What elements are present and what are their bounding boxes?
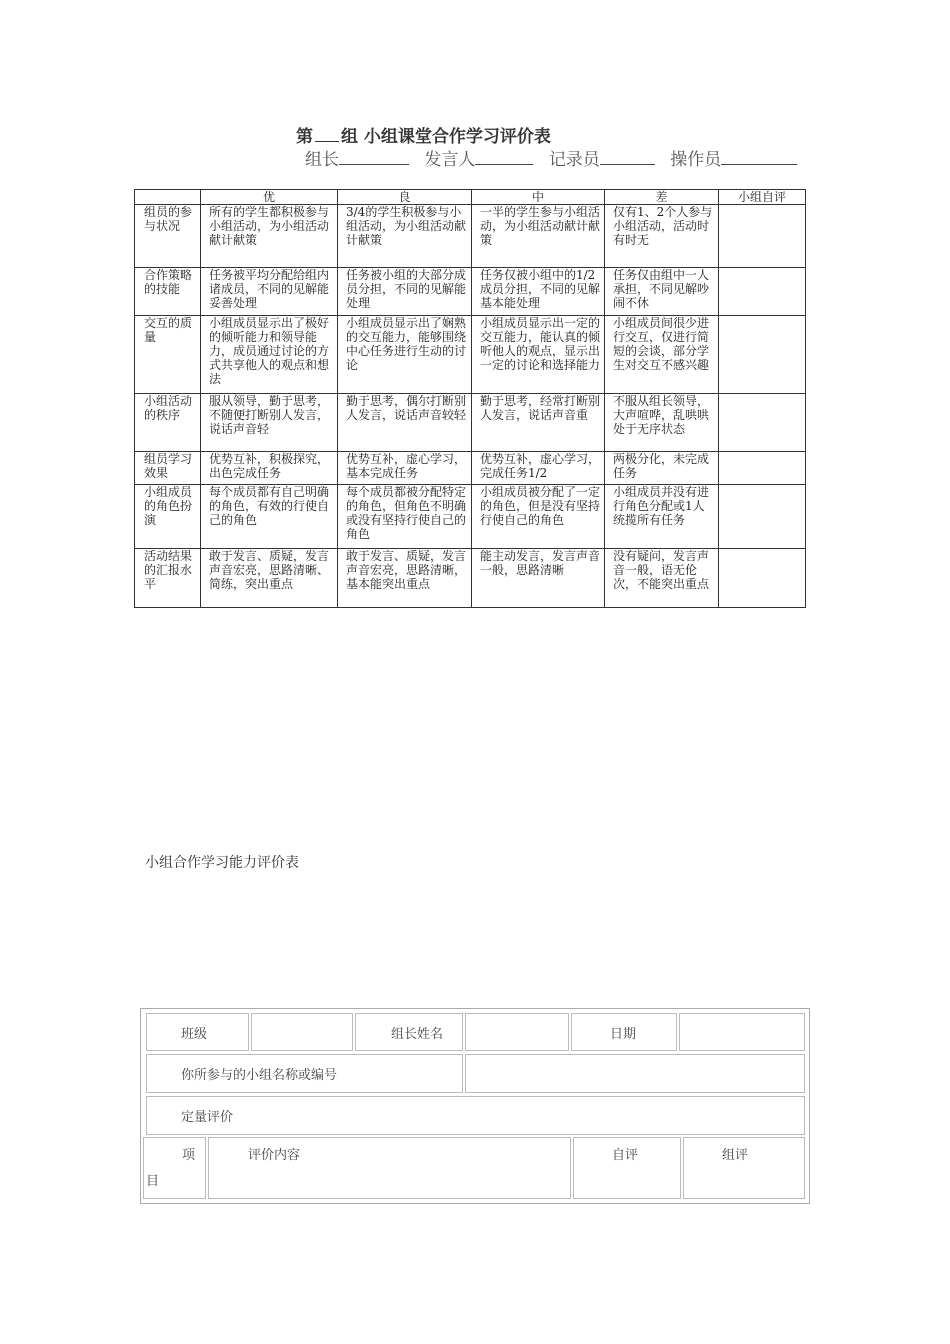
self-eval-cell[interactable] bbox=[719, 452, 806, 485]
group-eval-label-cell bbox=[683, 1137, 805, 1199]
table-cell: 勤于思考，经常打断别人发言，说话声音重 bbox=[472, 394, 605, 452]
table-cell: 一半的学生参与小组活动，为小组活动献计献策 bbox=[472, 205, 605, 268]
quant-label: 定量评价 bbox=[181, 1110, 234, 1125]
date-label: 日期 bbox=[610, 1027, 637, 1042]
table-cell: 能主动发言，发言声音一般，思路清晰 bbox=[472, 549, 605, 608]
class-label-cell bbox=[146, 1013, 249, 1051]
table-cell: 两极分化，未完成任务 bbox=[605, 452, 719, 485]
group-label-cell bbox=[146, 1054, 463, 1093]
title-prefix: 第 bbox=[296, 127, 313, 147]
table-cell: 小组成员显示出了娴熟的交互能力，能够围绕中心任务进行生动的讨论 bbox=[338, 316, 472, 394]
table-cell: 优势互补，虚心学习，完成任务1/2 bbox=[472, 452, 605, 485]
group-input[interactable] bbox=[465, 1054, 805, 1093]
page-title bbox=[296, 122, 551, 147]
role-line bbox=[305, 145, 807, 170]
leader-input[interactable] bbox=[465, 1013, 569, 1051]
table-cell: 所有的学生都积极参与小组活动，为小组活动献计献策 bbox=[201, 205, 338, 268]
criterion-cell: 组员学习效果 bbox=[135, 452, 201, 485]
table-cell: 优势互补，虚心学习，基本完成任务 bbox=[338, 452, 472, 485]
col-header-self-eval: 小组自评 bbox=[719, 190, 806, 205]
table-header-row bbox=[135, 190, 806, 205]
table-cell: 任务被平均分配给组内诸成员，不同的见解能妥善处理 bbox=[201, 268, 338, 316]
ability-evaluation-form bbox=[140, 1008, 810, 1204]
self-label-cell bbox=[573, 1137, 681, 1199]
table-row bbox=[135, 485, 806, 549]
role-leader-blank[interactable] bbox=[339, 149, 409, 165]
table-cell: 仅有1、2个人参与小组活动，活动时有时无 bbox=[605, 205, 719, 268]
table-cell: 勤于思考，偶尔打断别人发言，说话声音较轻 bbox=[338, 394, 472, 452]
date-input[interactable] bbox=[679, 1013, 805, 1051]
table-row bbox=[135, 205, 806, 268]
table-cell: 3/4的学生积极参与小组活动，为小组活动献计献策 bbox=[338, 205, 472, 268]
date-label-cell bbox=[571, 1013, 677, 1051]
criterion-cell: 小组成员的角色扮演 bbox=[135, 485, 201, 549]
content-label: 评价内容 bbox=[248, 1148, 301, 1163]
table-cell: 小组成员间很少进行交互，仅进行简短的会谈，部分学生对交互不感兴趣 bbox=[605, 316, 719, 394]
title-blank bbox=[315, 127, 339, 142]
col-header-excellent: 优 bbox=[201, 190, 338, 205]
leader-label-cell bbox=[355, 1013, 463, 1051]
self-eval-cell[interactable] bbox=[719, 549, 806, 608]
table-cell: 小组成员显示出一定的交互能力，能认真的倾听他人的观点，显示出一定的讨论和选择能力 bbox=[472, 316, 605, 394]
content-label-cell bbox=[208, 1137, 571, 1199]
class-input[interactable] bbox=[251, 1013, 353, 1051]
col-header-poor: 差 bbox=[605, 190, 719, 205]
table-row bbox=[135, 316, 806, 394]
table-cell: 每个成员都有自己明确的角色，有效的行使自己的角色 bbox=[201, 485, 338, 549]
table-row bbox=[135, 268, 806, 316]
table-cell: 每个成员都被分配特定的角色，但角色不明确或没有坚持行使自己的角色 bbox=[338, 485, 472, 549]
table-cell: 敢于发言、质疑，发言声音宏亮，思路清晰，基本能突出重点 bbox=[338, 549, 472, 608]
role-operator-blank[interactable] bbox=[721, 149, 797, 165]
leader-label: 组长姓名 bbox=[391, 1027, 444, 1042]
title-text: 组 小组课堂合作学习评价表 bbox=[341, 127, 551, 147]
group-evaluation-table bbox=[134, 189, 806, 608]
table-cell: 任务仅由组中一人承担，不同见解吵闹不休 bbox=[605, 268, 719, 316]
item-label-2: 目 bbox=[146, 1174, 160, 1189]
role-recorder-blank[interactable] bbox=[600, 149, 655, 165]
table-cell: 优势互补，积极探究，出色完成任务 bbox=[201, 452, 338, 485]
item-label-1: 项 bbox=[182, 1148, 196, 1163]
quant-label-cell bbox=[146, 1096, 805, 1135]
table-cell: 敢于发言、质疑，发言声音宏亮，思路清晰、简练，突出重点 bbox=[201, 549, 338, 608]
table-cell: 任务被小组的大部分成员分担，不同的见解能处理 bbox=[338, 268, 472, 316]
role-leader: 组长 bbox=[305, 150, 409, 170]
table-row bbox=[135, 394, 806, 452]
role-recorder: 记录员 bbox=[549, 150, 655, 170]
criterion-cell: 合作策略的技能 bbox=[135, 268, 201, 316]
criterion-cell: 小组活动的秩序 bbox=[135, 394, 201, 452]
col-header-fair: 中 bbox=[472, 190, 605, 205]
col-header-good: 良 bbox=[338, 190, 472, 205]
self-eval-cell[interactable] bbox=[719, 485, 806, 549]
col-header bbox=[135, 190, 201, 205]
table-row bbox=[135, 452, 806, 485]
self-eval-cell[interactable] bbox=[719, 316, 806, 394]
self-eval-cell[interactable] bbox=[719, 394, 806, 452]
role-speaker: 发言人 bbox=[424, 150, 533, 170]
self-eval-cell[interactable] bbox=[719, 268, 806, 316]
group-label: 你所参与的小组名称或编号 bbox=[181, 1068, 338, 1083]
table-cell: 没有疑问，发言声音一般，语无伦次，不能突出重点 bbox=[605, 549, 719, 608]
self-eval-cell[interactable] bbox=[719, 205, 806, 268]
group-eval-label: 组评 bbox=[722, 1148, 749, 1163]
role-operator: 操作员 bbox=[670, 150, 797, 170]
ability-form-title: 小组合作学习能力评价表 bbox=[145, 855, 299, 871]
table-cell: 不服从组长领导，大声喧哗，乱哄哄处于无序状态 bbox=[605, 394, 719, 452]
criterion-cell: 组员的参与状况 bbox=[135, 205, 201, 268]
criterion-cell: 交互的质量 bbox=[135, 316, 201, 394]
item-label-cell bbox=[143, 1137, 206, 1199]
table-cell: 服从领导，勤于思考，不随便打断别人发言，说话声音轻 bbox=[201, 394, 338, 452]
self-label: 自评 bbox=[612, 1148, 639, 1163]
table-cell: 小组成员显示出了极好的倾听能力和领导能力，成员通过讨论的方式共享他人的观点和想法 bbox=[201, 316, 338, 394]
table-cell: 任务仅被小组中的1/2成员分担，不同的见解基本能处理 bbox=[472, 268, 605, 316]
table-cell: 小组成员被分配了一定的角色，但是没有坚持行使自己的角色 bbox=[472, 485, 605, 549]
table-row bbox=[135, 549, 806, 608]
criterion-cell: 活动结果的汇报水平 bbox=[135, 549, 201, 608]
role-speaker-blank[interactable] bbox=[475, 149, 533, 165]
class-label: 班级 bbox=[181, 1027, 208, 1042]
table-cell: 小组成员并没有进行角色分配或1人统揽所有任务 bbox=[605, 485, 719, 549]
